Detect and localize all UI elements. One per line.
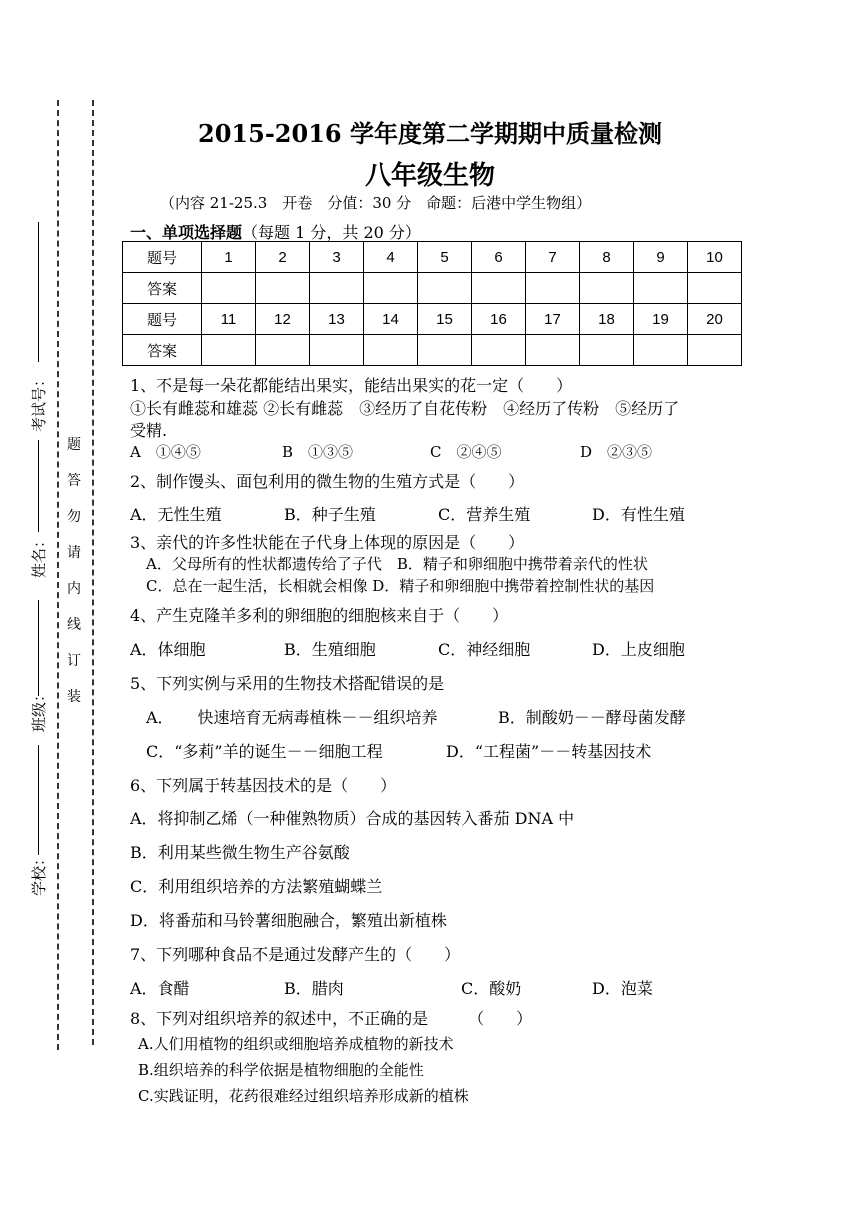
question-number-cell: 9 — [634, 242, 688, 273]
exam-subtitle: 八年级生物 — [364, 161, 495, 191]
table-row — [123, 304, 742, 335]
option-b[interactable]: B.组织培养的科学依据是植物细胞的全能性 — [138, 1061, 424, 1079]
question-number-cell: 16 — [472, 304, 526, 335]
seal-line-notice — [64, 427, 84, 715]
answer-cell[interactable] — [580, 273, 634, 304]
answer-cell[interactable] — [364, 273, 418, 304]
table-row — [123, 242, 742, 273]
option-b[interactable]: B ①③⑤ — [282, 443, 354, 461]
answer-cell[interactable] — [688, 273, 742, 304]
question-number-cell: 1 — [202, 242, 256, 273]
name-label: 姓名： — [30, 532, 48, 578]
question-statements: ①长有雌蕊和雄蕊 ②长有雌蕊 ③经历了自花传粉 ④经历了传粉 ⑤经历了 — [130, 399, 680, 418]
answer-cell[interactable] — [418, 335, 472, 366]
class-label: 班级： — [30, 686, 48, 732]
answer-cell[interactable] — [310, 273, 364, 304]
answer-table — [122, 241, 742, 366]
options-ab[interactable]: A．父母所有的性状都遗传给了子代 B．精子和卵细胞中携带着亲代的性状 — [146, 555, 648, 573]
option-d[interactable]: D．将番茄和马铃薯细胞融合，繁殖出新植株 — [130, 911, 447, 930]
answer-cell[interactable] — [634, 335, 688, 366]
question-number-cell: 17 — [526, 304, 580, 335]
question-stem: 4、产生克隆羊多利的卵细胞的细胞核来自于（ ） — [130, 606, 509, 625]
exam-number-label: 考试号： — [30, 371, 48, 432]
question-number-cell: 5 — [418, 242, 472, 273]
answer-cell[interactable] — [202, 273, 256, 304]
question-number-cell: 2 — [256, 242, 310, 273]
question-number-cell: 14 — [364, 304, 418, 335]
question-number-cell: 10 — [688, 242, 742, 273]
section-note: （每题 1 分，共 20 分） — [242, 223, 421, 242]
answer-cell[interactable] — [526, 335, 580, 366]
question-statements-cont: 受精. — [130, 421, 168, 440]
option-d[interactable]: D．有性生殖 — [592, 505, 685, 524]
option-a[interactable]: A．将抑制乙烯（一种催熟物质）合成的基因转入番茄 DNA 中 — [130, 809, 575, 828]
table-row — [123, 335, 742, 366]
row-label: 题号 — [123, 242, 202, 273]
option-d[interactable]: D．上皮细胞 — [592, 640, 685, 659]
answer-cell[interactable] — [472, 335, 526, 366]
binding-dashed-line-inner — [92, 100, 94, 1045]
answer-cell[interactable] — [526, 273, 580, 304]
answer-cell[interactable] — [418, 273, 472, 304]
seal-char: 勿 — [67, 509, 81, 525]
seal-char: 订 — [67, 653, 81, 669]
row-label: 答案 — [123, 335, 202, 366]
row-label: 题号 — [123, 304, 202, 335]
table-row — [123, 273, 742, 304]
option-c[interactable]: C．神经细胞 — [438, 640, 531, 659]
question-stem: 3、亲代的许多性状能在子代身上体现的原因是（ ） — [130, 533, 525, 552]
seal-char: 线 — [67, 617, 81, 633]
row-label: 答案 — [123, 273, 202, 304]
school-label: 学校： — [30, 850, 48, 896]
question-number-cell: 7 — [526, 242, 580, 273]
question-stem: 5、下列实例与采用的生物技术搭配错误的是 — [130, 674, 445, 693]
answer-cell[interactable] — [364, 335, 418, 366]
answer-cell[interactable] — [310, 335, 364, 366]
exam-title: 2015-2016 学年度第二学期期中质量检测 — [198, 119, 662, 148]
seal-char: 内 — [67, 581, 81, 597]
option-d[interactable]: D．泡菜 — [592, 979, 653, 998]
question-number-cell: 11 — [202, 304, 256, 335]
answer-cell[interactable] — [580, 335, 634, 366]
seal-char: 请 — [67, 545, 81, 561]
option-b[interactable]: B．种子生殖 — [284, 505, 376, 524]
answer-cell[interactable] — [256, 335, 310, 366]
question-number-cell: 3 — [310, 242, 364, 273]
question-number-cell: 6 — [472, 242, 526, 273]
question-stem: 1、不是每一朵花都能结出果实，能结出果实的花一定（ ） — [130, 376, 573, 395]
option-a[interactable]: A．食醋 — [130, 979, 190, 998]
option-a[interactable]: A.人们用植物的组织或细胞培养成植物的新技术 — [138, 1035, 454, 1053]
option-b[interactable]: B．利用某些微生物生产谷氨酸 — [130, 843, 350, 862]
answer-cell[interactable] — [472, 273, 526, 304]
seal-char: 装 — [67, 689, 81, 705]
option-a[interactable]: A ①④⑤ — [130, 443, 201, 461]
option-d[interactable]: D．“工程菌”－－转基因技术 — [446, 742, 652, 761]
answer-cell[interactable] — [634, 273, 688, 304]
seal-char: 答 — [67, 473, 81, 489]
answer-cell[interactable] — [688, 335, 742, 366]
option-a[interactable]: A．体细胞 — [130, 640, 206, 659]
option-a[interactable]: A． 快速培育无病毒植株－－组织培养 — [146, 708, 438, 727]
exam-info: （内容 21-25.3 开卷 分值：30 分 命题：后港中学生物组） — [160, 194, 592, 212]
seal-char: 题 — [67, 437, 81, 453]
option-c[interactable]: C．利用组织培养的方法繁殖蝴蝶兰 — [130, 877, 383, 896]
question-stem: 8、下列对组织培养的叙述中，不正确的是 （ ） — [130, 1009, 533, 1028]
question-stem: 6、下列属于转基因技术的是（ ） — [130, 776, 397, 795]
option-c[interactable]: C.实践证明，花药很难经过组织培养形成新的植株 — [138, 1087, 469, 1105]
section-heading — [130, 220, 421, 243]
option-c[interactable]: C．酸奶 — [461, 979, 522, 998]
option-b[interactable]: B．生殖细胞 — [284, 640, 376, 659]
question-number-cell: 20 — [688, 304, 742, 335]
option-c[interactable]: C．营养生殖 — [438, 505, 531, 524]
question-number-cell: 4 — [364, 242, 418, 273]
binding-dashed-line-outer — [57, 100, 59, 1050]
option-a[interactable]: A．无性生殖 — [130, 505, 222, 524]
answer-cell[interactable] — [256, 273, 310, 304]
section-title: 一、单项选择题 — [130, 223, 243, 242]
question-stem: 7、下列哪种食品不是通过发酵产生的（ ） — [130, 945, 461, 964]
question-number-cell: 19 — [634, 304, 688, 335]
question-number-cell: 13 — [310, 304, 364, 335]
question-number-cell: 18 — [580, 304, 634, 335]
option-d[interactable]: D ②③⑤ — [580, 443, 653, 461]
question-number-cell: 12 — [256, 304, 310, 335]
question-number-cell: 15 — [418, 304, 472, 335]
option-c[interactable]: C．“多莉”羊的诞生－－细胞工程 — [146, 742, 383, 761]
question-stem: 2、制作馒头、面包利用的微生物的生殖方式是（ ） — [130, 472, 525, 491]
options-cd[interactable]: C．总在一起生活，长相就会相像 D．精子和卵细胞中携带着控制性状的基因 — [146, 577, 655, 595]
answer-cell[interactable] — [202, 335, 256, 366]
option-b[interactable]: B．腊肉 — [284, 979, 344, 998]
option-b[interactable]: B．制酸奶－－酵母菌发酵 — [498, 708, 686, 727]
question-number-cell: 8 — [580, 242, 634, 273]
option-c[interactable]: C ②④⑤ — [430, 443, 502, 461]
